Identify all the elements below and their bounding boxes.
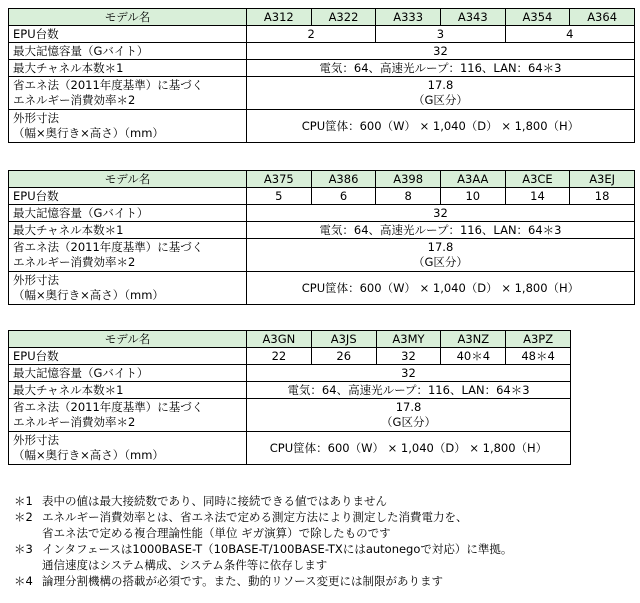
memory-label: 最大記憶容量（Gバイト） xyxy=(9,43,247,60)
epu-cell: 5 xyxy=(247,188,312,205)
channels-value: 電気：64、高速光ループ：116、LAN：64＊3 xyxy=(247,222,635,239)
dims-label xyxy=(9,110,247,143)
footnote-text: エネルギー消費効率とは、省エネ法で定める測定方法により測定した消費電力を、 xyxy=(42,510,468,524)
channels-row xyxy=(9,382,571,399)
model-cell: A3JS xyxy=(311,331,376,348)
epu-cell: 22 xyxy=(247,348,312,365)
model-cell: A375 xyxy=(247,171,312,188)
footnote-mark: ＊3 xyxy=(14,542,33,556)
channels-value: 電気：64、高速光ループ：116、LAN：64＊3 xyxy=(247,60,635,77)
epu-cell: 18 xyxy=(570,188,635,205)
model-cell: A3MY xyxy=(376,331,441,348)
dims-row xyxy=(9,110,635,143)
epu-cell: 40＊4 xyxy=(441,348,506,365)
dims-label-line2: （幅×奥行き×高さ）（mm） xyxy=(13,126,164,140)
footnote-mark: ＊4 xyxy=(14,574,33,588)
footnote-mark: ＊2 xyxy=(14,510,33,524)
energy-label xyxy=(9,399,247,432)
dims-label-line1: 外形寸法 xyxy=(13,433,59,447)
dims-label-line2: （幅×奥行き×高さ）（mm） xyxy=(13,448,164,462)
energy-number: 17.8 xyxy=(427,78,454,92)
epu-label: EPU台数 xyxy=(9,188,247,205)
channels-label: 最大チャネル本数＊1 xyxy=(9,382,247,399)
dims-label-line2: （幅×奥行き×高さ）（mm） xyxy=(13,288,164,302)
model-row xyxy=(9,171,635,188)
footnote xyxy=(14,509,512,525)
epu-cell: 4 xyxy=(505,26,634,43)
footnotes xyxy=(14,493,512,589)
footnote-text: インタフェースは1000BASE-T（10BASE-T/100BASE-TXにはautonegoで対応）に準拠。 xyxy=(42,542,513,556)
energy-class: （G区分） xyxy=(413,255,468,269)
dims-label xyxy=(9,432,247,465)
channels-value: 電気：64、高速光ループ：116、LAN：64＊3 xyxy=(247,382,571,399)
dims-row xyxy=(9,272,635,305)
dims-label-line1: 外形寸法 xyxy=(13,273,59,287)
footnote xyxy=(14,541,512,557)
epu-cell: 6 xyxy=(311,188,376,205)
model-cell: A354 xyxy=(505,9,570,26)
energy-label xyxy=(9,77,247,110)
model-header: モデル名 xyxy=(9,331,247,348)
model-cell: A3NZ xyxy=(441,331,506,348)
epu-cell: 26 xyxy=(311,348,376,365)
dims-value: CPU筐体：600（W） × 1,040（D） × 1,800（H） xyxy=(247,432,571,465)
energy-row xyxy=(9,77,635,110)
epu-label: EPU台数 xyxy=(9,348,247,365)
memory-value: 32 xyxy=(247,205,635,222)
epu-cell: 3 xyxy=(376,26,505,43)
epu-row xyxy=(9,26,635,43)
energy-row xyxy=(9,399,571,432)
energy-class: （G区分） xyxy=(381,415,436,429)
epu-label: EPU台数 xyxy=(9,26,247,43)
model-cell: A312 xyxy=(247,9,312,26)
footnote-text: 論理分割機構の搭載が必須です。また、動的リソース変更には制限があります xyxy=(42,574,444,588)
memory-row xyxy=(9,365,571,382)
channels-row xyxy=(9,222,635,239)
footnote-mark xyxy=(14,557,42,573)
channels-label: 最大チャネル本数＊1 xyxy=(9,222,247,239)
model-cell: A398 xyxy=(376,171,441,188)
footnote xyxy=(14,573,512,589)
memory-row xyxy=(9,43,635,60)
dims-label xyxy=(9,272,247,305)
model-cell: A386 xyxy=(311,171,376,188)
energy-class: （G区分） xyxy=(413,93,468,107)
energy-number: 17.8 xyxy=(427,240,454,254)
model-row xyxy=(9,331,571,348)
epu-cell: 32 xyxy=(376,348,441,365)
energy-label-line1: 省エネ法（2011年度基準）に基づく xyxy=(13,78,204,92)
spec-table-3 xyxy=(8,330,571,465)
footnote xyxy=(14,493,512,509)
footnote-mark xyxy=(14,525,42,541)
energy-label xyxy=(9,239,247,272)
memory-label: 最大記憶容量（Gバイト） xyxy=(9,365,247,382)
epu-cell: 48＊4 xyxy=(506,348,571,365)
memory-value: 32 xyxy=(247,365,571,382)
epu-row xyxy=(9,188,635,205)
model-cell: A333 xyxy=(376,9,441,26)
dims-value: CPU筐体：600（W） × 1,040（D） × 1,800（H） xyxy=(247,110,635,143)
epu-cell: 2 xyxy=(247,26,376,43)
dims-label-line1: 外形寸法 xyxy=(13,111,59,125)
energy-label-line2: エネルギー消費効率＊2 xyxy=(13,93,136,107)
energy-label-line1: 省エネ法（2011年度基準）に基づく xyxy=(13,240,204,254)
model-cell: A3GN xyxy=(247,331,312,348)
model-cell: A3EJ xyxy=(570,171,635,188)
epu-cell: 10 xyxy=(440,188,505,205)
memory-value: 32 xyxy=(247,43,635,60)
epu-cell: 8 xyxy=(376,188,441,205)
footnote-mark: ＊1 xyxy=(14,494,33,508)
dims-row xyxy=(9,432,571,465)
epu-row xyxy=(9,348,571,365)
spec-table-1 xyxy=(8,8,635,143)
footnote-continuation xyxy=(14,557,512,573)
epu-cell: 14 xyxy=(505,188,570,205)
energy-value xyxy=(247,399,571,432)
energy-label-line2: エネルギー消費効率＊2 xyxy=(13,415,136,429)
model-cell: A364 xyxy=(570,9,635,26)
model-header: モデル名 xyxy=(9,171,247,188)
energy-label-line2: エネルギー消費効率＊2 xyxy=(13,255,136,269)
model-header: モデル名 xyxy=(9,9,247,26)
energy-value xyxy=(247,77,635,110)
model-cell: A343 xyxy=(440,9,505,26)
energy-row xyxy=(9,239,635,272)
footnote-continuation xyxy=(14,525,512,541)
model-cell: A322 xyxy=(311,9,376,26)
footnote-text: 省エネ法で定める複合理論性能（単位 ギガ演算）で除したものです xyxy=(42,526,391,540)
memory-row xyxy=(9,205,635,222)
energy-number: 17.8 xyxy=(395,400,422,414)
channels-label: 最大チャネル本数＊1 xyxy=(9,60,247,77)
model-cell: A3AA xyxy=(440,171,505,188)
energy-value xyxy=(247,239,635,272)
energy-label-line1: 省エネ法（2011年度基準）に基づく xyxy=(13,400,204,414)
footnote-text: 表中の値は最大接続数であり、同時に接続できる値ではありません xyxy=(42,494,387,508)
memory-label: 最大記憶容量（Gバイト） xyxy=(9,205,247,222)
model-row xyxy=(9,9,635,26)
model-cell: A3PZ xyxy=(506,331,571,348)
channels-row xyxy=(9,60,635,77)
dims-value: CPU筐体：600（W） × 1,040（D） × 1,800（H） xyxy=(247,272,635,305)
footnote-text: 通信速度はシステム構成、システム条件等に依存します xyxy=(42,558,328,572)
model-cell: A3CE xyxy=(505,171,570,188)
spec-table-2 xyxy=(8,170,635,305)
